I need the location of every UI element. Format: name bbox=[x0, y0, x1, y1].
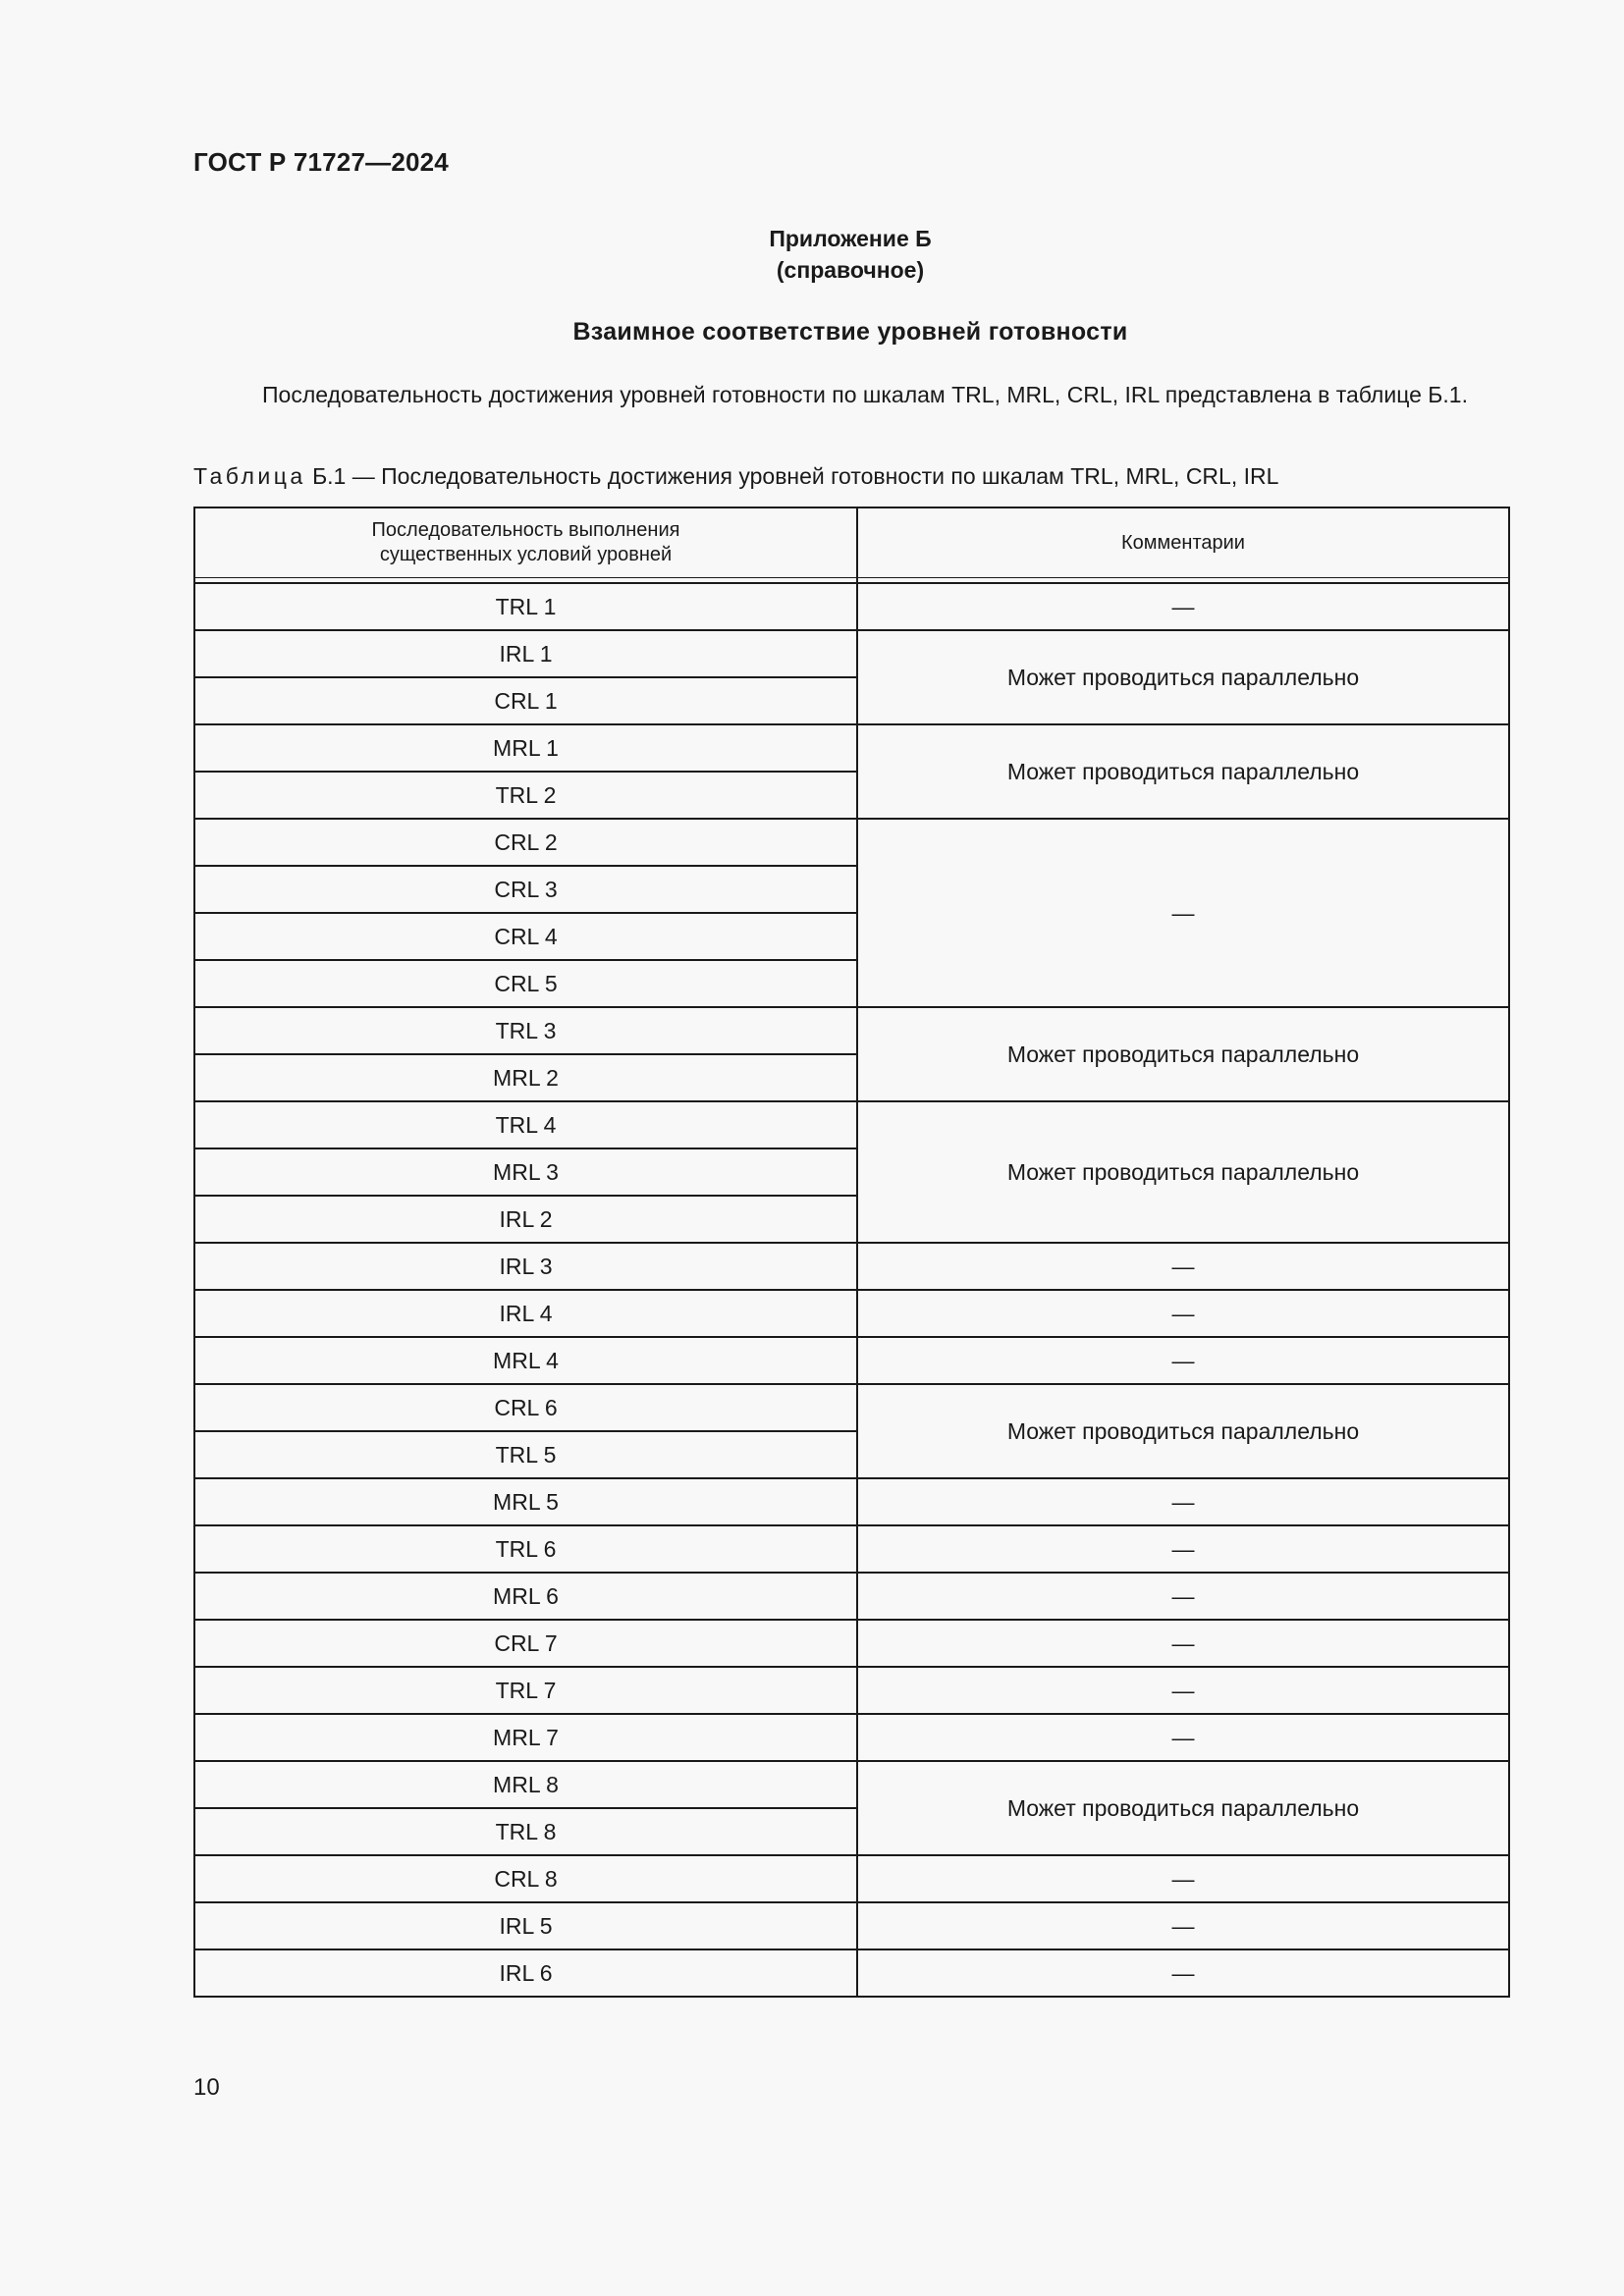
table-row bbox=[194, 1855, 1509, 1902]
table-row bbox=[194, 1290, 1509, 1337]
level-cell: MRL 8 bbox=[194, 1761, 857, 1808]
comment-cell: — bbox=[857, 1902, 1509, 1949]
table-row bbox=[194, 1525, 1509, 1573]
level-cell: CRL 6 bbox=[194, 1384, 857, 1431]
level-cell: IRL 3 bbox=[194, 1243, 857, 1290]
table-caption-text: Б.1 — Последовательность достижения уровней готовности по шкалам TRL, MRL, CRL, IRL bbox=[305, 463, 1279, 489]
table-row bbox=[194, 1478, 1509, 1525]
comment-cell: — bbox=[857, 1714, 1509, 1761]
level-cell: IRL 6 bbox=[194, 1949, 857, 1997]
table-caption-label: Таблица bbox=[193, 463, 306, 489]
level-cell: IRL 4 bbox=[194, 1290, 857, 1337]
level-cell: TRL 1 bbox=[194, 583, 857, 630]
level-cell: IRL 5 bbox=[194, 1902, 857, 1949]
table-row bbox=[194, 1573, 1509, 1620]
level-cell: MRL 7 bbox=[194, 1714, 857, 1761]
comment-cell: Может проводиться параллельно bbox=[857, 630, 1509, 724]
level-cell: TRL 3 bbox=[194, 1007, 857, 1054]
comment-cell: — bbox=[857, 1949, 1509, 1997]
table-row bbox=[194, 1007, 1509, 1054]
comment-cell: Может проводиться параллельно bbox=[857, 724, 1509, 819]
table-row bbox=[194, 1384, 1509, 1431]
header-comments: Комментарии bbox=[857, 507, 1509, 578]
table-row bbox=[194, 1243, 1509, 1290]
comment-cell: — bbox=[857, 1573, 1509, 1620]
table-row bbox=[194, 819, 1509, 866]
readiness-sequence-table bbox=[193, 507, 1510, 1998]
comment-cell: — bbox=[857, 1478, 1509, 1525]
level-cell: MRL 2 bbox=[194, 1054, 857, 1101]
comment-cell: — bbox=[857, 583, 1509, 630]
level-cell: MRL 3 bbox=[194, 1148, 857, 1196]
header-sequence bbox=[194, 507, 857, 578]
table-row bbox=[194, 1761, 1509, 1808]
table-header-row bbox=[194, 507, 1509, 578]
header-sequence-line1: Последовательность выполнения bbox=[371, 519, 680, 541]
level-cell: IRL 1 bbox=[194, 630, 857, 677]
table-row bbox=[194, 1902, 1509, 1949]
level-cell: CRL 7 bbox=[194, 1620, 857, 1667]
level-cell: TRL 4 bbox=[194, 1101, 857, 1148]
page-number: 10 bbox=[193, 2074, 220, 2101]
comment-cell: Может проводиться параллельно bbox=[857, 1761, 1509, 1855]
level-cell: TRL 6 bbox=[194, 1525, 857, 1573]
table-row bbox=[194, 1667, 1509, 1714]
level-cell: MRL 5 bbox=[194, 1478, 857, 1525]
comment-cell: — bbox=[857, 1855, 1509, 1902]
comment-cell: — bbox=[857, 1290, 1509, 1337]
table-row bbox=[194, 630, 1509, 677]
table-row bbox=[194, 1949, 1509, 1997]
comment-cell: — bbox=[857, 1620, 1509, 1667]
appendix-kind: (справочное) bbox=[776, 257, 925, 283]
table-row bbox=[194, 1101, 1509, 1148]
comment-cell: — bbox=[857, 819, 1509, 1007]
document-code: ГОСТ Р 71727—2024 bbox=[193, 147, 449, 177]
header-sequence-line2: существенных условий уровней bbox=[379, 544, 673, 565]
level-cell: IRL 2 bbox=[194, 1196, 857, 1243]
level-cell: CRL 2 bbox=[194, 819, 857, 866]
level-cell: CRL 4 bbox=[194, 913, 857, 960]
level-cell: MRL 4 bbox=[194, 1337, 857, 1384]
level-cell: MRL 1 bbox=[194, 724, 857, 772]
table-row bbox=[194, 724, 1509, 772]
comment-cell: Может проводиться параллельно bbox=[857, 1007, 1509, 1101]
level-cell: CRL 1 bbox=[194, 677, 857, 724]
comment-cell: — bbox=[857, 1667, 1509, 1714]
table-row bbox=[194, 583, 1509, 630]
level-cell: CRL 5 bbox=[194, 960, 857, 1007]
level-cell: TRL 2 bbox=[194, 772, 857, 819]
comment-cell: Может проводиться параллельно bbox=[857, 1384, 1509, 1478]
intro-paragraph: Последовательность достижения уровней готовности по шкалам TRL, MRL, CRL, IRL представлена в таблице Б.1. bbox=[262, 382, 1468, 407]
comment-cell: — bbox=[857, 1337, 1509, 1384]
level-cell: MRL 6 bbox=[194, 1573, 857, 1620]
comment-cell: — bbox=[857, 1243, 1509, 1290]
level-cell: TRL 8 bbox=[194, 1808, 857, 1855]
table-caption bbox=[193, 463, 1278, 490]
level-cell: TRL 7 bbox=[194, 1667, 857, 1714]
appendix-title: Приложение Б bbox=[769, 226, 932, 251]
table-row bbox=[194, 1337, 1509, 1384]
section-title: Взаимное соответствие уровней готовности bbox=[572, 318, 1128, 346]
comment-cell: — bbox=[857, 1525, 1509, 1573]
level-cell: TRL 5 bbox=[194, 1431, 857, 1478]
table-row bbox=[194, 1714, 1509, 1761]
level-cell: CRL 8 bbox=[194, 1855, 857, 1902]
table-row bbox=[194, 1620, 1509, 1667]
level-cell: CRL 3 bbox=[194, 866, 857, 913]
comment-cell: Может проводиться параллельно bbox=[857, 1101, 1509, 1243]
